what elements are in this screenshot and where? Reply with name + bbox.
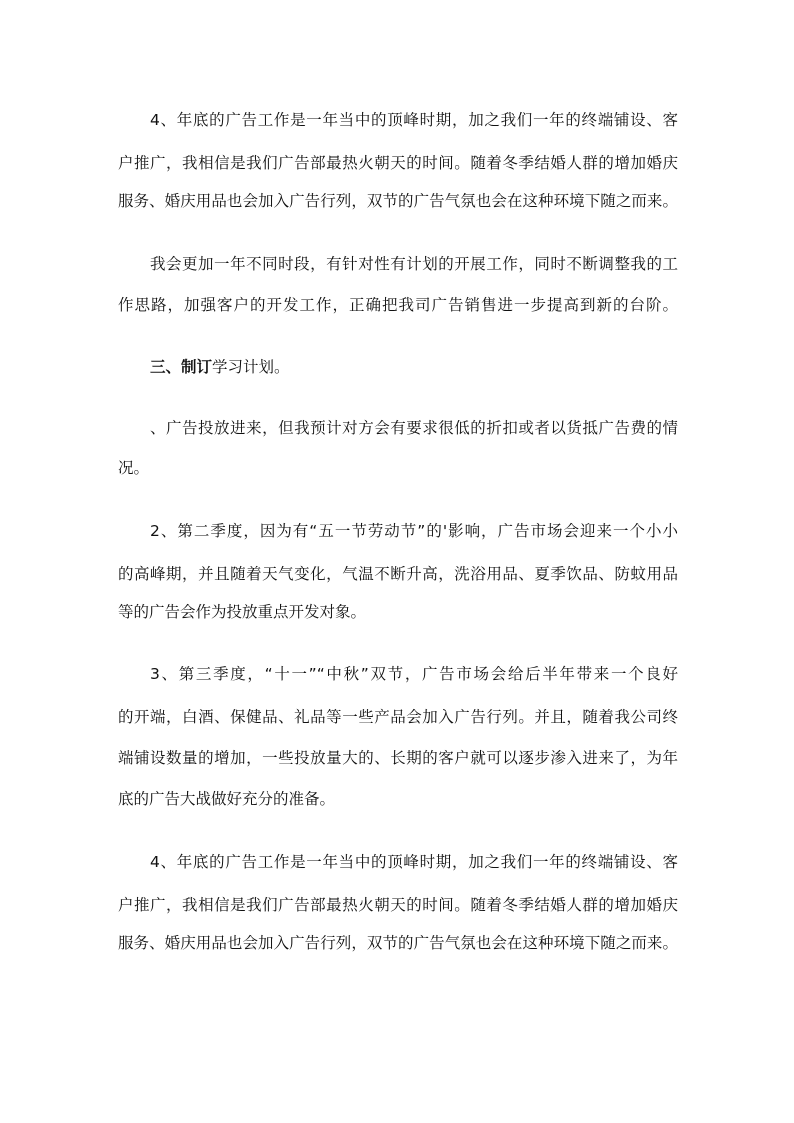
paragraph-line: 底的广告大战做好充分的准备。 [118, 790, 336, 808]
paragraph-line: 等的广告会作为投放重点开发对象。 [118, 603, 367, 621]
paragraph-line: 户推广，我相信是我们广告部最热火朝天的时间。随着冬季结婚人群的增加婚庆 [118, 896, 678, 914]
paragraph-line: 、广告投放进来，但我预计对方会有要求很低的折扣或者以货抵广告费的情 [150, 419, 678, 437]
paragraph-line: 服务、婚庆用品也会加入广告行列，双节的广告气氛也会在这种环境下随之而来。 [118, 192, 678, 210]
paragraph-line: 4、年底的广告工作是一年当中的顶峰时期，加之我们一年的终端铺设、客 [150, 853, 678, 871]
paragraph-line: 况。 [118, 459, 150, 477]
paragraph-line: 端铺设数量的增加，一些投放量大的、长期的客户就可以逐步渗入进来了，为年 [118, 749, 678, 767]
heading-prefix: 三、 [150, 358, 182, 376]
paragraph-line: 户推广，我相信是我们广告部最热火朝天的时间。随着冬季结婚人群的增加婚庆 [118, 154, 678, 172]
paragraph-line: 作思路，加强客户的开发工作，正确把我司广告销售进一步提高到新的台阶。 [118, 296, 678, 314]
paragraph-line: 我会更加一年不同时段，有针对性有计划的开展工作，同时不断调整我的工 [150, 255, 678, 273]
section-heading [150, 355, 678, 379]
heading-rest: 学习计划。 [212, 358, 290, 376]
paragraph-line: 3、第三季度，“十一”“中秋”双节，广告市场会给后半年带来一个良好 [150, 665, 678, 683]
paragraph-line: 2、第二季度，因为有“五一节劳动节”的'影响，广告市场会迎来一个小小 [150, 522, 678, 540]
paragraph-line: 4、年底的广告工作是一年当中的顶峰时期，加之我们一年的终端铺设、客 [150, 111, 678, 129]
paragraph-line: 服务、婚庆用品也会加入广告行列，双节的广告气氛也会在这种环境下随之而来。 [118, 934, 678, 952]
paragraph-line: 的高峰期，并且随着天气变化，气温不断升高，洗浴用品、夏季饮品、防蚊用品 [118, 565, 678, 583]
paragraph-line: 的开端，白酒、保健品、礼品等一些产品会加入广告行列。并且，随着我公司终 [118, 708, 678, 726]
heading-strong: 制订 [181, 358, 213, 376]
